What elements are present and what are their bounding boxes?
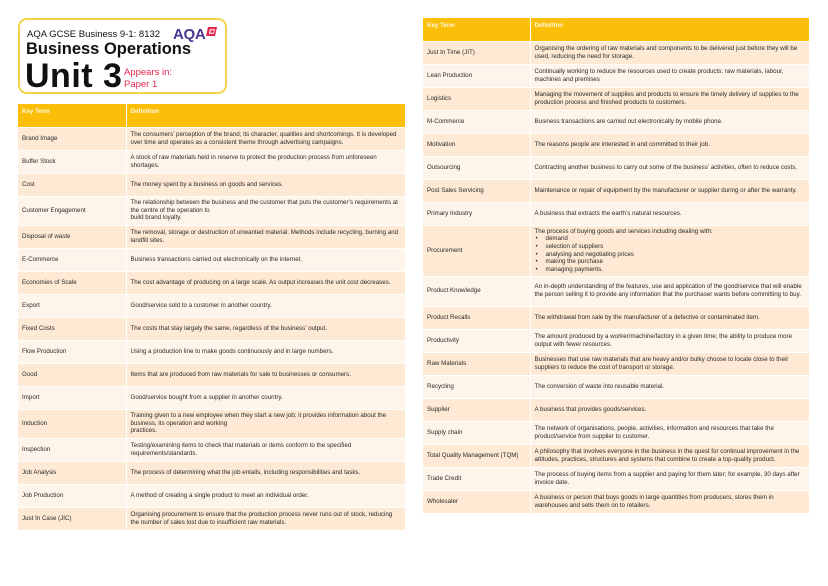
definition xyxy=(126,507,405,530)
definition xyxy=(126,386,405,409)
definition-text: Items that are produced from raw materials for sale to businesses or consumers. xyxy=(130,370,351,378)
definition-text-continued: practices. xyxy=(130,427,157,435)
definition-text: The network of organisations, people, activities, information and resources that take the product/service from supplier to customer. xyxy=(534,424,774,440)
definition-text-continued: build brand loyalty. xyxy=(130,214,182,222)
definition xyxy=(126,294,405,317)
definition-text: The costs that stay largely the same, regardless of the business’ output. xyxy=(130,324,327,332)
table-row xyxy=(423,225,809,276)
unit-title: Unit 3 xyxy=(25,57,123,95)
definition xyxy=(530,87,809,110)
key-term: Import xyxy=(18,386,126,409)
definition-text: A method of creating a single product to meet an individual order. xyxy=(130,491,309,499)
key-term: Recycling xyxy=(423,375,530,398)
table-row xyxy=(18,317,405,340)
definition xyxy=(126,340,405,363)
table-row xyxy=(423,276,809,306)
table-row xyxy=(423,375,809,398)
definition xyxy=(126,461,405,484)
definition-text: Organising the ordering of raw materials and components to be delivered just before they will be used, reducing the need for storage. xyxy=(534,44,798,60)
table-row xyxy=(18,196,405,225)
definition-text: A philosophy that involves everyone in the business in the quest for continual improvement in the attitudes, practices, structures and systems that combine to create a top-quality product. xyxy=(534,447,800,463)
definition xyxy=(530,179,809,202)
key-term: Cost xyxy=(18,173,126,196)
table-row xyxy=(423,87,809,110)
key-term: Flow Production xyxy=(18,340,126,363)
table-row xyxy=(423,329,809,352)
definition xyxy=(530,490,809,513)
key-term: Fixed Costs xyxy=(18,317,126,340)
key-term: Wholesaler xyxy=(423,490,530,513)
table-row xyxy=(423,110,809,133)
table-row xyxy=(423,64,809,87)
key-term: Supplier xyxy=(423,398,530,421)
bullet-list xyxy=(535,235,805,273)
definition-text: Continually working to reduce the resources used to create products: raw materials, labour, machines and premises xyxy=(534,67,784,83)
table-row xyxy=(18,363,405,386)
key-term: Inspection xyxy=(18,438,126,461)
table-header-row xyxy=(18,104,405,127)
definition-text: Using a production line to make goods continuously and in large numbers. xyxy=(130,347,334,355)
definition-text: Organising procurement to ensure that the production process never runs out of stock, reducing the number of sales lost due to insufficient raw materials. xyxy=(130,511,393,526)
definition xyxy=(126,484,405,507)
definition xyxy=(126,317,405,340)
bullet-item: • making the purchase xyxy=(535,258,805,266)
table-row xyxy=(18,294,405,317)
key-term: Disposal of waste xyxy=(18,225,126,248)
table-row xyxy=(18,507,405,530)
definition xyxy=(530,41,809,64)
definition-text: A business that extracts the earth’s natural resources. xyxy=(534,209,682,217)
key-term: Primary Industry xyxy=(423,202,530,225)
table-row xyxy=(18,409,405,438)
definition xyxy=(530,352,809,375)
table-row xyxy=(423,179,809,202)
appears-in-label: Appears in: xyxy=(124,67,173,78)
key-term: Supply chain xyxy=(423,421,530,444)
table-row xyxy=(18,127,405,150)
key-term: Good xyxy=(18,363,126,386)
definition-text: The cost advantage of producing on a large scale. As output increases the unit cost decreases. xyxy=(130,278,391,286)
key-term: Post Sales Servicing xyxy=(423,179,530,202)
key-term: Procurement xyxy=(423,225,530,276)
key-term: Job Production xyxy=(18,484,126,507)
table-row xyxy=(18,173,405,196)
key-term: Economies of Scale xyxy=(18,271,126,294)
key-term: Induction xyxy=(18,409,126,438)
definition xyxy=(530,202,809,225)
key-term: Customer Engagement xyxy=(18,196,126,225)
definition-text: The process of determining what the job entails, including responsibilities and tasks. xyxy=(130,468,361,476)
definition-text: The amount produced by a worker/machine/factory in a given time; the ability to produce more output with fewer resources. xyxy=(534,332,793,348)
key-term: Product Recalls xyxy=(423,306,530,329)
definition xyxy=(126,248,405,271)
definition xyxy=(530,133,809,156)
definition-text: The consumers’ perception of the brand; its character, qualities and shortcomings. It is developed over time and operates as a consistent theme through advertising campaigns. xyxy=(130,130,397,146)
definition xyxy=(126,196,405,225)
appears-in xyxy=(124,67,172,91)
key-term: Lean Production xyxy=(423,64,530,87)
definition xyxy=(126,438,405,461)
definition-text: Business transactions are carried out electronically by mobile phone. xyxy=(534,117,723,125)
bullet-item: • analysing and negotiating prices xyxy=(535,251,805,259)
key-term: Just In Time (JIT) xyxy=(423,41,530,64)
table-row xyxy=(18,271,405,294)
definition-text: The relationship between the business and the customer that puts the customer’s requirements at the centre of the operation to xyxy=(130,199,398,214)
key-term: Logistics xyxy=(423,87,530,110)
key-term: Export xyxy=(18,294,126,317)
table-row xyxy=(18,438,405,461)
key-term: Trade Credit xyxy=(423,467,530,490)
definition-text: The removal, storage or destruction of unwanted material. Methods include recycling, burning and landfill sites. xyxy=(130,228,399,244)
definition xyxy=(126,271,405,294)
key-term: Raw Materials xyxy=(423,352,530,375)
key-term: Outsourcing xyxy=(423,156,530,179)
bullet-item: • demand xyxy=(535,235,805,243)
definition xyxy=(126,363,405,386)
table-row xyxy=(423,444,809,467)
definition xyxy=(126,150,405,173)
table-header-row xyxy=(423,18,809,41)
definition-text: Businesses that use raw materials that are heavy and/or bulky choose to locate close to their suppliers to reduce the cost of transport or storage. xyxy=(534,355,789,371)
definition-text: Maintenance or repair of equipment by the manufacturer or supplier during or after the warranty. xyxy=(534,186,797,194)
key-term: Motivation xyxy=(423,133,530,156)
table-row xyxy=(18,340,405,363)
table-row xyxy=(423,352,809,375)
definition-text: Managing the movement of supplies and products to ensure the timely delivery of supplies to the production process and finished products to customers. xyxy=(534,90,799,106)
table-row xyxy=(18,461,405,484)
key-term: Brand Image xyxy=(18,127,126,150)
table-row xyxy=(18,386,405,409)
definition-text: A business that provides goods/services. xyxy=(534,405,647,413)
bullet-item: • selection of suppliers xyxy=(535,243,805,251)
definition xyxy=(530,467,809,490)
spec-code: AQA GCSE Business 9-1: 8132 xyxy=(27,29,161,40)
definition xyxy=(530,329,809,352)
definition xyxy=(126,225,405,248)
definition-text: The conversion of waste into reusable material. xyxy=(534,382,665,390)
aqa-logo-icon xyxy=(206,27,217,36)
definition-text: Contracting another business to carry out some of the business’ activities, often to reduce costs. xyxy=(534,163,798,171)
definition-text: The money spent by a business on goods and services. xyxy=(130,180,284,188)
table-row xyxy=(18,150,405,173)
definition xyxy=(530,110,809,133)
table-row xyxy=(423,41,809,64)
definition xyxy=(530,421,809,444)
aqa-logo-text: AQA xyxy=(173,26,206,43)
table-row xyxy=(423,421,809,444)
appears-in-paper: Paper 1 xyxy=(124,79,158,90)
header-key-term: Key Term xyxy=(423,18,530,41)
table-row xyxy=(423,156,809,179)
definition-text: Testing/examining items to check that materials or items conform to the specified requirements/standards. xyxy=(130,441,352,457)
definition xyxy=(530,276,809,306)
definition-text: The withdrawal from sale by the manufacturer of a defective or contaminated item. xyxy=(534,313,760,321)
definition xyxy=(530,64,809,87)
definition xyxy=(530,156,809,179)
table-row xyxy=(423,306,809,329)
definition-text: An in-depth understanding of the features, use and application of the good/service that will enable the person selling it to provide any information that the purchaser wants before committing to buy. xyxy=(534,283,802,298)
title-box xyxy=(18,18,227,94)
definition xyxy=(126,127,405,150)
key-terms-table-left xyxy=(18,104,405,530)
definition xyxy=(126,173,405,196)
header-definition: Definition xyxy=(126,104,405,127)
definition xyxy=(530,375,809,398)
definition-text: Good/service sold to a customer in another country. xyxy=(130,301,272,309)
key-term: Productivity xyxy=(423,329,530,352)
definition-text: A stock of raw materials held in reserve to protect the production process from unforeseen shortages. xyxy=(130,153,377,169)
key-term: M-Commerce xyxy=(423,110,530,133)
definition-text: Good/service bought from a supplier in another country. xyxy=(130,393,283,401)
subject-title: Business Operations xyxy=(26,40,192,58)
table-row xyxy=(18,248,405,271)
definition-text: The reasons people are interested in and committed to their job. xyxy=(534,140,710,148)
definition-text: Training given to a new employee when they start a new job; it provides information about the business, its operation and working xyxy=(130,412,387,427)
definition xyxy=(530,225,809,276)
key-term: E-Commerce xyxy=(18,248,126,271)
table-row xyxy=(18,484,405,507)
key-terms-table-right xyxy=(423,18,809,513)
definition xyxy=(530,398,809,421)
table-row xyxy=(423,467,809,490)
header-key-term: Key Term xyxy=(18,104,126,127)
table-row xyxy=(423,202,809,225)
table-row xyxy=(423,398,809,421)
definition-text: The process of buying goods and services including dealing with: xyxy=(534,227,713,235)
table-row xyxy=(18,225,405,248)
key-term: Job Analysis xyxy=(18,461,126,484)
definition-text: Business transactions carried out electronically on the internet. xyxy=(130,255,303,263)
key-term: Buffer Stock xyxy=(18,150,126,173)
key-term: Total Quality Management (TQM) xyxy=(423,444,530,467)
definition-text: A business or person that buys goods in large quantities from producers, stores them in warehouses and sells them on to retailers. xyxy=(534,494,774,509)
key-term: Just In Case (JIC) xyxy=(18,507,126,530)
header-definition: Definition xyxy=(530,18,809,41)
definition xyxy=(530,306,809,329)
definition-text: The process of buying items from a supplier and paying for them later; for example, 30 days after invoice date. xyxy=(534,470,800,486)
key-term: Product Knowledge xyxy=(423,276,530,306)
bullet-item: • managing payments. xyxy=(535,266,805,274)
table-row xyxy=(423,490,809,513)
table-row xyxy=(423,133,809,156)
definition xyxy=(126,409,405,438)
definition xyxy=(530,444,809,467)
